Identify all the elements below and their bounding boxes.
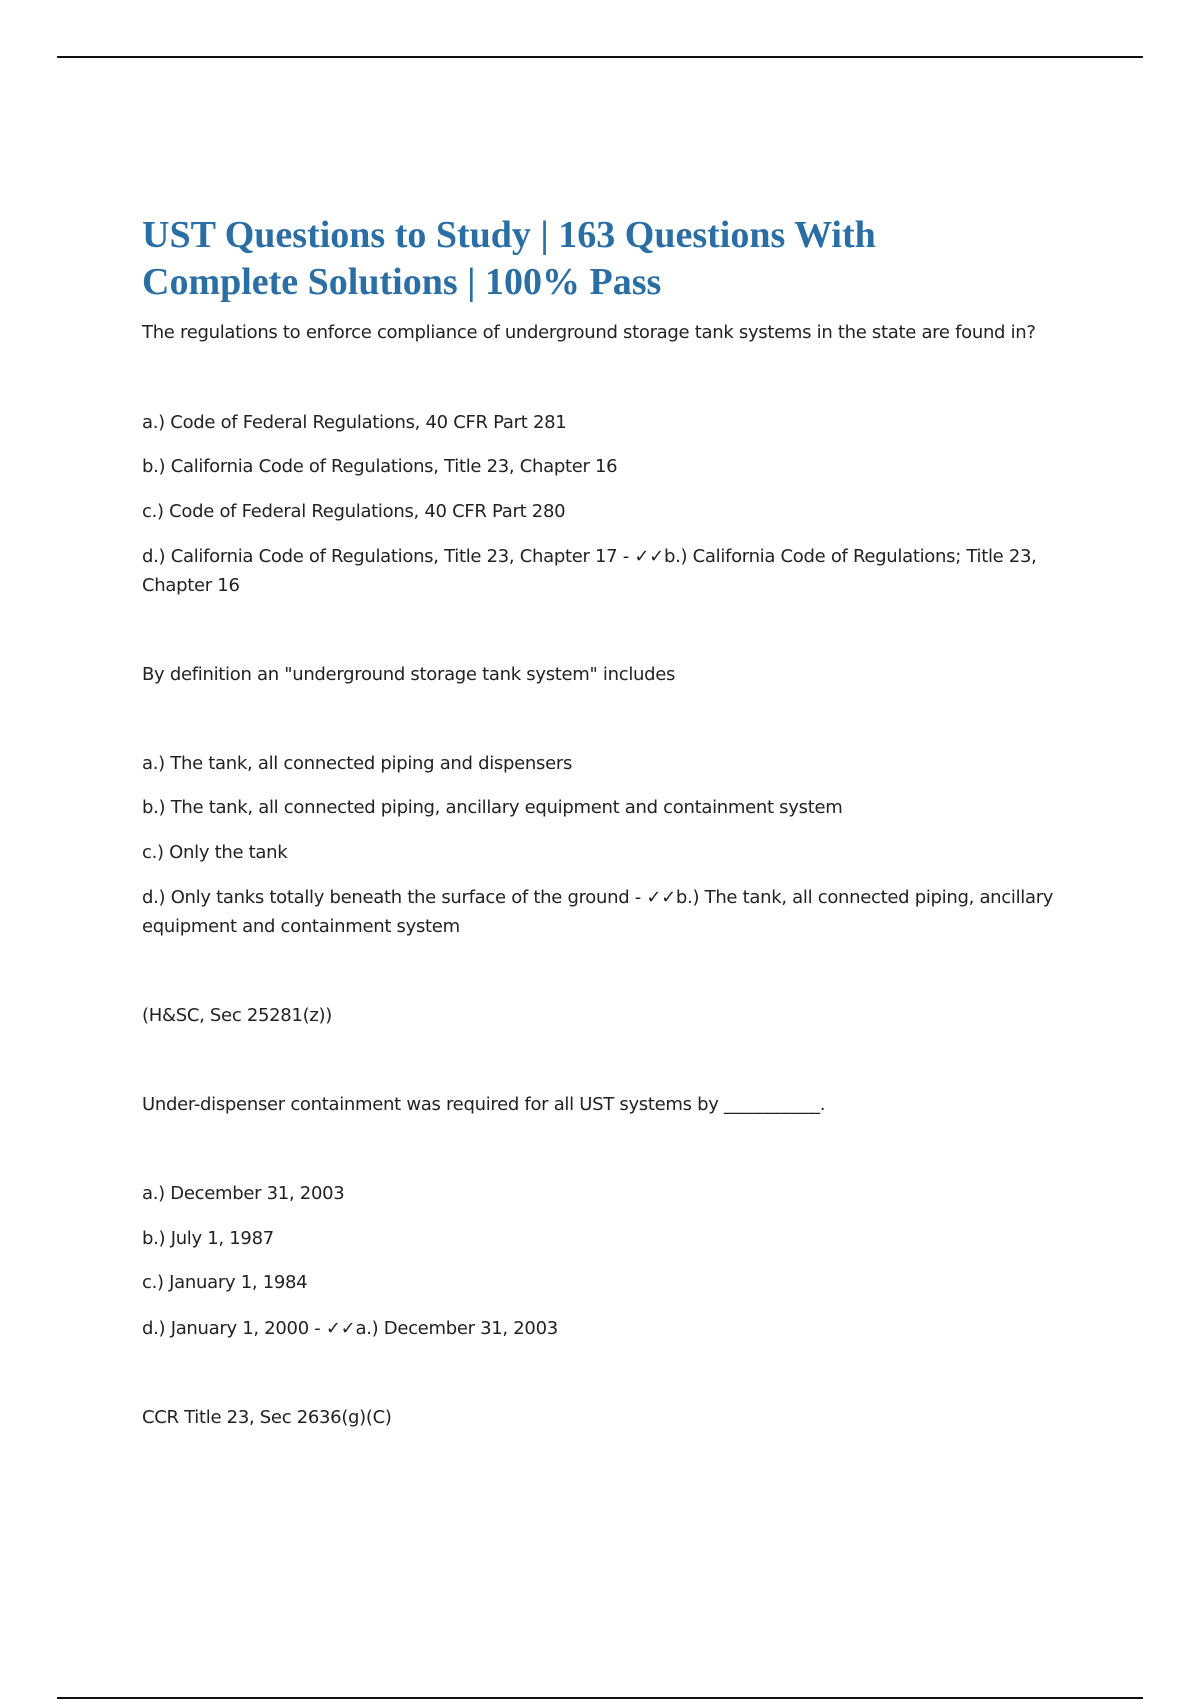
question-1-option-a: a.) Code of Federal Regulations, 40 CFR Part 281	[142, 412, 567, 433]
document-header	[142, 212, 1082, 306]
question-2-reference: (H&SC, Sec 25281(z))	[142, 1005, 332, 1026]
question-3-option-c: c.) January 1, 1984	[142, 1272, 308, 1293]
question-2-text: By definition an "underground storage tank system" includes	[142, 664, 676, 685]
document-title-line-1: UST Questions to Study | 163 Questions With	[142, 214, 876, 256]
question-3-option-d-answer: d.) January 1, 2000 - ✓✓a.) December 31, 2003	[142, 1318, 558, 1339]
footer-rule	[57, 1697, 1143, 1699]
question-1-option-b: b.) California Code of Regulations, Title 23, Chapter 16	[142, 456, 618, 477]
question-1-option-c: c.) Code of Federal Regulations, 40 CFR Part 280	[142, 501, 566, 522]
question-2-option-a: a.) The tank, all connected piping and dispensers	[142, 753, 573, 774]
question-1-option-d-answer: d.) California Code of Regulations, Title 23, Chapter 17 - ✓✓b.) California Code of Regulations; Title 23, Chapter 16	[142, 546, 1037, 596]
question-3-option-a: a.) December 31, 2003	[142, 1183, 345, 1204]
question-3-reference: CCR Title 23, Sec 2636(g)(C)	[142, 1407, 392, 1428]
question-3-option-b: b.) July 1, 1987	[142, 1228, 274, 1249]
document-title-line-2: Complete Solutions | 100% Pass	[142, 261, 662, 303]
question-2-option-b: b.) The tank, all connected piping, ancillary equipment and containment system	[142, 797, 843, 818]
document-title	[142, 212, 1082, 306]
question-1-text: The regulations to enforce compliance of underground storage tank systems in the state are found in?	[142, 322, 1036, 343]
question-2-option-c: c.) Only the tank	[142, 842, 288, 863]
question-3-text: Under-dispenser containment was required for all UST systems by ___________.	[142, 1094, 826, 1115]
question-2-option-d-answer: d.) Only tanks totally beneath the surface of the ground - ✓✓b.) The tank, all connected piping, ancillary equipment and containment system	[142, 887, 1054, 937]
header-rule	[57, 56, 1143, 58]
